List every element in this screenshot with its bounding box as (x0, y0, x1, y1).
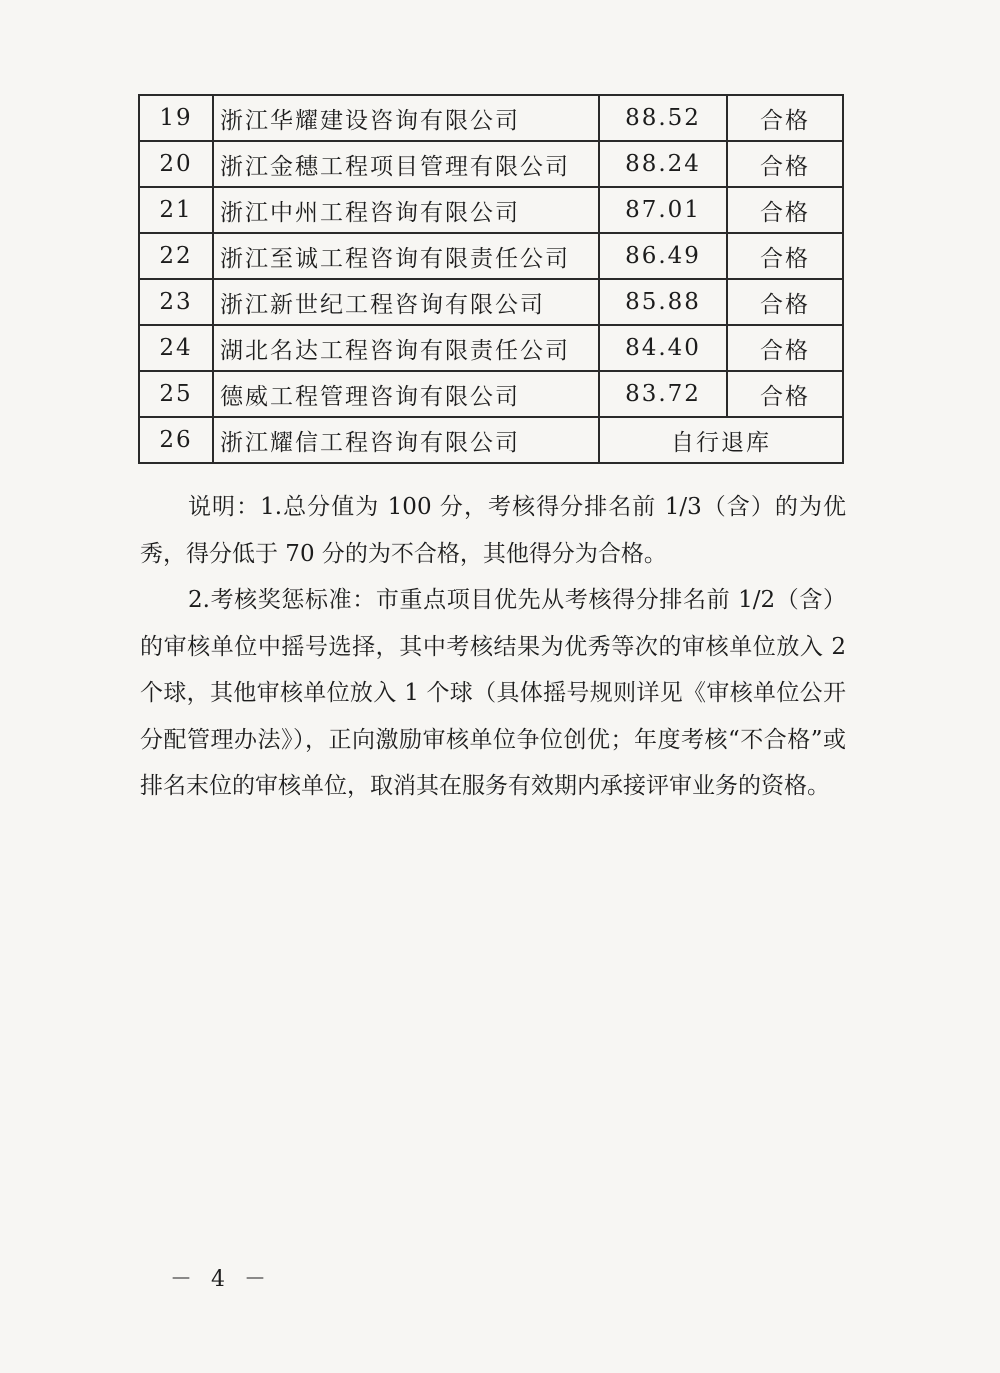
table-row (139, 141, 843, 187)
table-row (139, 417, 843, 463)
row-number: 19 (139, 95, 213, 141)
table-row (139, 279, 843, 325)
table-row (139, 325, 843, 371)
company-name: 湖北名达工程咨询有限责任公司 (213, 325, 599, 371)
table-row (139, 371, 843, 417)
score: 87.01 (599, 187, 727, 233)
page-number: － 4 － (170, 1267, 272, 1292)
row-number: 20 (139, 141, 213, 187)
company-name: 浙江新世纪工程咨询有限公司 (213, 279, 599, 325)
row-number: 24 (139, 325, 213, 371)
row-number: 25 (139, 371, 213, 417)
result: 合格 (727, 187, 843, 233)
row-number: 22 (139, 233, 213, 279)
score: 83.72 (599, 371, 727, 417)
score: 88.24 (599, 141, 727, 187)
table-row (139, 187, 843, 233)
company-name: 浙江中州工程咨询有限公司 (213, 187, 599, 233)
note-1: 说明：1.总分值为 100 分，考核得分排名前 1/3（含）的为优秀，得分低于 70 分的为不合格，其他得分为合格。 (140, 494, 846, 567)
row-number: 26 (139, 417, 213, 463)
ranking-table-body (139, 95, 843, 463)
company-name: 浙江金穗工程项目管理有限公司 (213, 141, 599, 187)
ranking-table (138, 94, 844, 464)
company-name: 德威工程管理咨询有限公司 (213, 371, 599, 417)
score: 88.52 (599, 95, 727, 141)
result: 合格 (727, 371, 843, 417)
result: 合格 (727, 325, 843, 371)
note-2: 2.考核奖惩标准：市重点项目优先从考核得分排名前 1/2（含）的审核单位中摇号选择，其中考核结果为优秀等次的审核单位放入 2 个球，其他审核单位放入 1 个球（具体摇号规则详见《审核单位公开分配管理办法》），正向激励审核单位争位创优；年度考核“不合格”或排名末位的审核单位，取消其在服务有效期内承接评审业务的资格。 (140, 587, 846, 799)
score: 85.88 (599, 279, 727, 325)
withdrawal-note: 自行退库 (599, 417, 843, 463)
company-name: 浙江至诚工程咨询有限责任公司 (213, 233, 599, 279)
result: 合格 (727, 279, 843, 325)
company-name: 浙江华耀建设咨询有限公司 (213, 95, 599, 141)
notes-section (140, 484, 846, 810)
result: 合格 (727, 95, 843, 141)
result: 合格 (727, 141, 843, 187)
row-number: 21 (139, 187, 213, 233)
result: 合格 (727, 233, 843, 279)
table-row (139, 95, 843, 141)
row-number: 23 (139, 279, 213, 325)
table-row (139, 233, 843, 279)
company-name: 浙江耀信工程咨询有限公司 (213, 417, 599, 463)
score: 84.40 (599, 325, 727, 371)
score: 86.49 (599, 233, 727, 279)
